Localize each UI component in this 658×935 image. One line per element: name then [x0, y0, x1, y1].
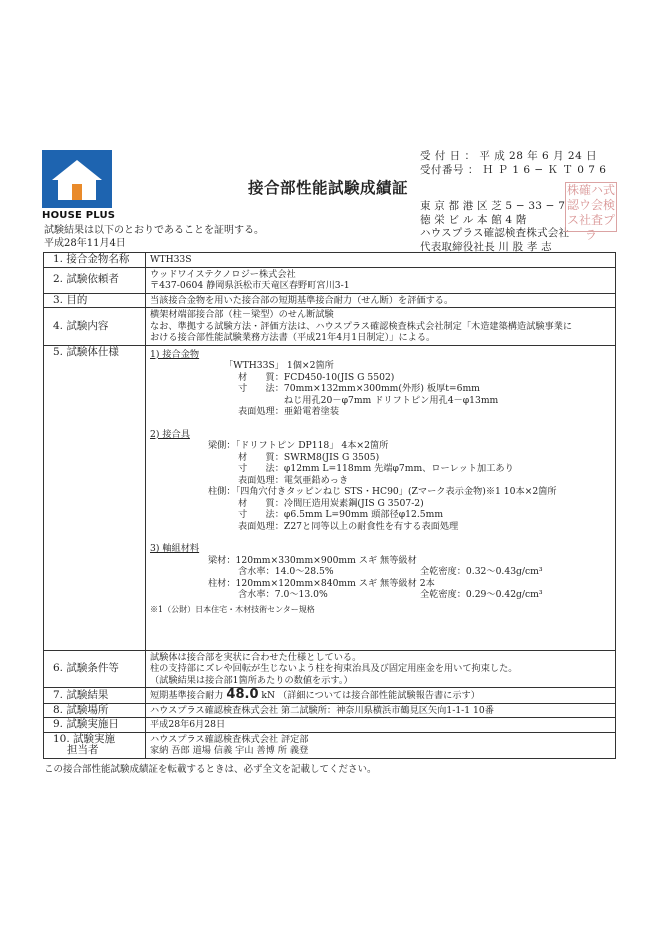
moisture-content: 含水率：14.0～28.5%: [238, 566, 334, 577]
row-label-sub: 担当者: [67, 743, 99, 756]
issuer-address: 東 京 都 港 区 芝 5 − 33 − 7: [420, 200, 566, 212]
table-row: [44, 688, 616, 704]
row-label: 9. 試験実施日: [44, 718, 146, 733]
spec-line: 寸 法：φ6.5mm L=90mm 頭部径φ12.5mm: [238, 509, 444, 520]
condition-line: 柱の支持部にズレや回転が生じないよう柱を拘束治具及び固定用座金を用いて拘束した。: [150, 663, 518, 674]
spec-line: 柱材：120mm×120mm×840mm スギ 無等級材 2本: [208, 577, 435, 589]
test-details-table: [43, 252, 616, 759]
company-seal: [565, 182, 617, 242]
spec-line: 「WTH33S」 1個×2箇所: [224, 360, 334, 371]
test-content-line: 横架材端部接合部（柱－梁型）のせん断試験: [150, 309, 334, 320]
staff-organization: ハウスプラス確認検査株式会社 評定部: [150, 733, 309, 745]
section-title: 3) 軸組材料: [150, 543, 200, 554]
table-row: [44, 253, 616, 268]
document-title: 接合部性能試験成績証: [248, 178, 409, 197]
issuer-company: ハウスプラス確認検査株式会社: [420, 227, 570, 239]
row-label: 10. 試験実施: [53, 732, 116, 745]
moisture-content: 含水率：7.0～13.0%: [238, 589, 328, 600]
issuer-block: [420, 200, 569, 254]
result-unit: kN: [261, 690, 276, 701]
table-row: [44, 732, 616, 758]
spec-line: 材 質：FCD450-10(JIS G 5502): [238, 371, 395, 383]
section-title: 1) 接合金物: [150, 348, 200, 360]
row-label: 2. 試験依頼者: [44, 267, 146, 293]
result-prefix: 短期基準接合耐力: [150, 690, 224, 701]
issuer-representative: 代表取締役社長 川 股 孝 志: [420, 240, 552, 253]
section-title: 2) 接合具: [150, 428, 190, 440]
spec-line: 梁材：120mm×330mm×900mm スギ 無等級材: [208, 554, 417, 566]
receipt-date: 受 付 日 ： 平 成 28 年 6 月 24 日: [420, 150, 598, 162]
table-row: [44, 650, 616, 688]
row-label: 5. 試験体仕様: [44, 345, 146, 650]
purpose-text: 当該接合金物を用いた接合部の短期基準接合耐力（せん断）を評価する。: [146, 293, 616, 308]
spec-line: 表面処理：電気亜鉛めっき: [238, 474, 349, 486]
spec-line: 寸 法：70mm×132mm×300mm(外形) 板厚t=6mm: [238, 383, 480, 394]
dry-density: 全乾密度：0.29～0.42g/cm³: [420, 589, 543, 600]
dry-density: 全乾密度：0.32～0.43g/cm³: [420, 566, 543, 577]
house-plus-logo-icon: [42, 150, 112, 208]
receipt-number: 受付番号 ： Ｈ Ｐ 1 6 − Ｋ Ｔ 0 7 6: [420, 163, 607, 176]
issue-date: 平成28年11月4日: [44, 238, 126, 249]
test-content-line: なお、準拠する試験方法・評価方法は、ハウスプラス確認検査株式会社制定「木造建築構造試験事業に: [150, 320, 573, 332]
seal-text: 株確ハ式認ウ会検ス社査プラ: [566, 183, 615, 242]
footnote: ※1（公財）日本住宅・木材技術センター規格: [150, 604, 315, 614]
staff-names: 家納 吾郎 道場 信義 宇山 善博 所 義登: [150, 745, 309, 756]
logo-text: HOUSE PLUS: [42, 210, 116, 221]
reprint-notice: この接合部性能試験成績証を転載するときは、必ず全文を記載してください。: [44, 764, 377, 775]
spec-line: 材 質：冷間圧造用炭素鋼(JIS G 3507-2): [238, 497, 424, 509]
condition-line: 試験体は接合部を実状に合わせた仕様としている。: [150, 651, 362, 663]
condition-line: （試験結果は接合部1箇所あたりの数値を示す。）: [150, 674, 353, 686]
test-location: ハウスプラス確認検査株式会社 第二試験所：神奈川県横浜市鶴見区矢向1-1-1 10番: [146, 703, 616, 718]
client-name: ウッドワイステクノロジー株式会社: [150, 268, 296, 280]
receipt-meta: [420, 150, 606, 177]
table-row: [44, 293, 616, 308]
row-label: 4. 試験内容: [44, 308, 146, 346]
row-label: 7. 試験結果: [44, 688, 146, 704]
test-content-line: おける接合部性能試験業務方法書（平成21年4月1日制定）」による。: [150, 332, 436, 343]
issuer-building: 徳 栄 ビ ル 本 館 4 階: [420, 213, 527, 226]
row-label: 6. 試験条件等: [44, 650, 146, 688]
certification-statement: 試験結果は以下のとおりであることを証明する。: [44, 225, 264, 236]
spec-line: 材 質：SWRM8(JIS G 3505): [238, 451, 380, 463]
table-row: [44, 703, 616, 718]
table-row: [44, 718, 616, 733]
spec-line: 寸 法：φ12mm L=118mm 先端φ7mm、ローレット加工あり: [238, 463, 514, 474]
result-suffix: （詳細については接合部性能試験報告書に示す）: [277, 690, 480, 701]
spec-line: 柱側：「四角穴付きタッピンねじ STS・HC90」(Zマーク表示金物)※1 10本×2箇所: [208, 486, 557, 497]
spec-line: ねじ用孔20－φ7mm ドリフトピン用孔4－φ13mm: [238, 394, 499, 406]
row-label: 3. 目的: [44, 293, 146, 308]
row-label: 8. 試験場所: [44, 703, 146, 718]
spec-line: 梁側：「ドリフトピン DP118」 4本×2箇所: [208, 440, 389, 451]
table-row: [44, 308, 616, 346]
result-value: 48.0: [226, 687, 259, 702]
table-row: [44, 345, 616, 650]
product-name: WTH33S: [146, 253, 616, 268]
test-date: 平成28年6月28日: [146, 718, 616, 733]
spec-line: 表面処理：亜鉛電着塗装: [238, 406, 340, 417]
table-row: [44, 267, 616, 293]
row-label: 1. 接合金物名称: [44, 253, 146, 268]
spec-line: 表面処理：Z27と同等以上の耐食性を有する表面処理: [238, 520, 459, 532]
client-address: 〒437-0604 静岡県浜松市天竜区春野町宮川3-1: [150, 280, 350, 291]
